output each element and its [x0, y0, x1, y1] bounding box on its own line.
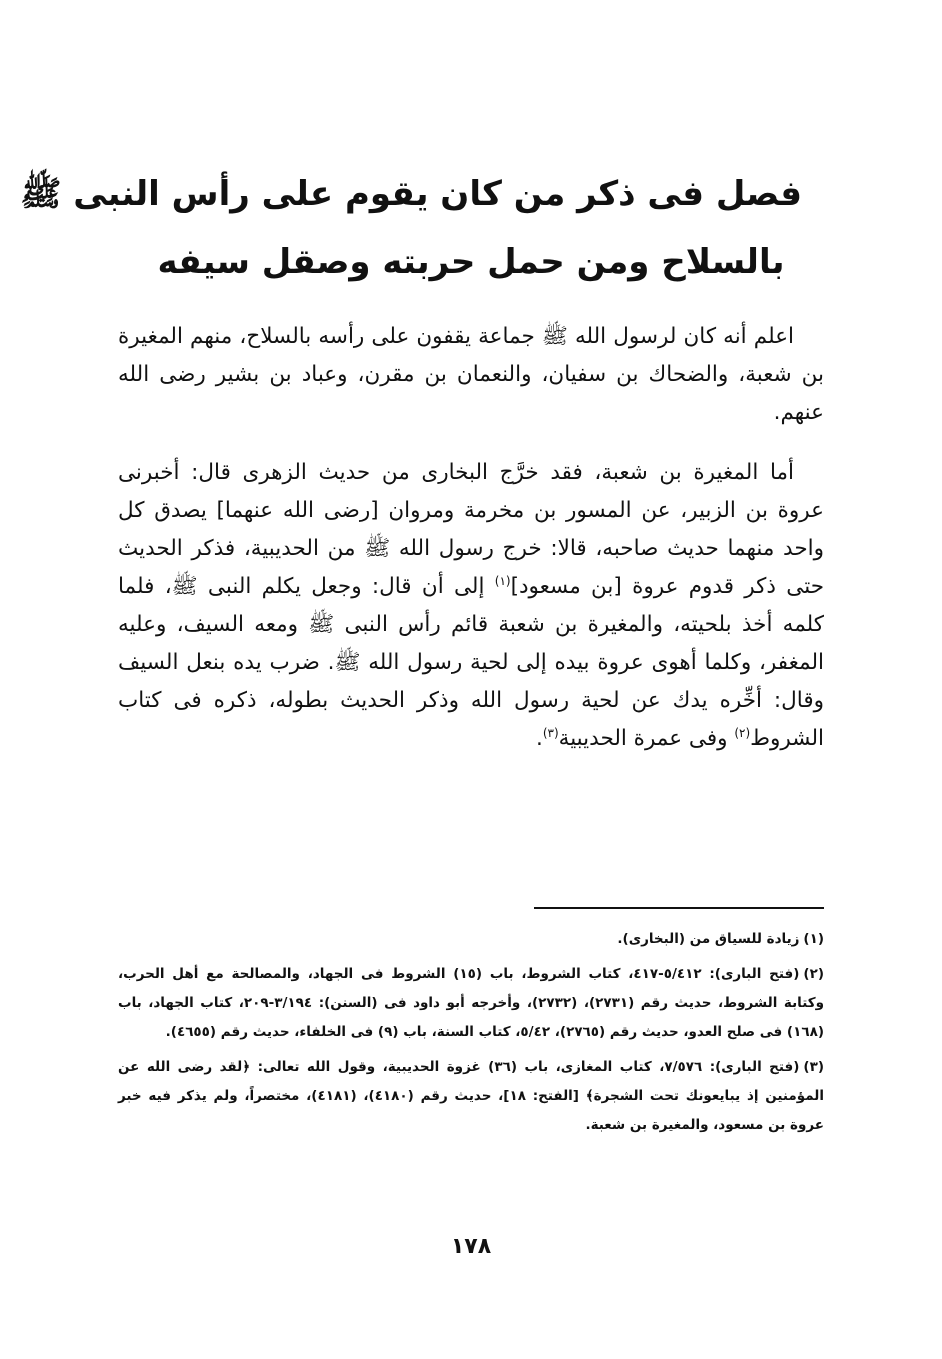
footnote-ref-2: (٢) [734, 726, 751, 740]
footnote-divider [534, 907, 824, 909]
footnote-ref-3: (٣) [542, 726, 559, 740]
footnote-1-text: زيادة للسياق من (البخارى). [617, 931, 800, 947]
paragraph-2-part-2: إلى أن قال: وجعل يكلم النبى ﷺ، فلما كلمه أخذ بلحيته، والمغيرة بن شعبة قائم رأس النبى ﷺ ومعه السيف، وعليه المغفر، وكلما أهوى عروة بيده إلى لحية رسول الله ﷺ. ضرب يده بنعل السيف وقال: أخِّره يدك عن لحية رسول الله وذكر الحديث بطوله، ذكره فى كتاب الشروط [118, 574, 824, 751]
paragraph-2-end: . [536, 726, 543, 751]
paragraph-2-part-3: وفى عمرة الحديبية [558, 726, 735, 751]
footnote-2-text: (فتح البارى): ٥/٤١٢-٤١٧، كتاب الشروط، باب (١٥) الشروط فى الجهاد، والمصالحة مع أهل الحرب، وكتابة الشروط، حديث رقم (٢٧٣١)، (٢٧٣٢)، وأخرجه أبو داود فى (السنن): ٣/١٩٤-٢٠٩، كتاب الجهاد، باب (١٦٨) فى صلح العدو، حديث رقم (٢٧٦٥)، ٥/٤٢، كتاب السنة، باب (٩) فى الخلفاء، حديث رقم (٤٦٥٥). [118, 966, 824, 1040]
footnote-2-number: (٢) [803, 966, 824, 982]
chapter-title-line-1: فصل فى ذكر من كان يقوم على رأس النبى ﷺ [20, 174, 802, 214]
footnote-3-text: (فتح البارى): ٧/٥٧٦، كتاب المغازى، باب (٣٦) غزوة الحديبية، وقول الله تعالى: ﴿لقد رضى الله عن المؤمنين إذ يبايعونك تحت الشجرة﴾ [الفتح: ١٨]، حديث رقم (٤١٨٠)، (٤١٨١)، مختصراً، ولم يذكر فيه خبر عروة بن مسعود، والمغيرة بن شعبة. [118, 1059, 824, 1133]
main-text [118, 318, 824, 758]
paragraph-1: اعلم أنه كان لرسول الله ﷺ جماعة يقفون على رأسه بالسلاح، منهم المغيرة بن شعبة، والضحاك بن سفيان، والنعمان بن مقرن، وعباد بن بشير رضى الله عنهم. [118, 324, 824, 425]
footnotes [118, 925, 824, 1146]
footnote-3-number: (٣) [803, 1059, 824, 1075]
footnote-ref-1: (١) [494, 574, 511, 588]
chapter-title-line-2: بالسلاح ومن حمل حربته وصقل سيفه [157, 242, 785, 282]
footnote-3 [118, 1053, 824, 1140]
paragraph-2 [118, 454, 824, 758]
footnote-1 [118, 925, 824, 954]
paragraph-2-part-1: أما المغيرة بن شعبة، فقد خرَّج البخارى من حديث الزهرى قال: أخبرنى عروة بن الزبير، عن المسور بن مخرمة ومروان [رضى الله عنهما] يصدق كل واحد منهما حديث صاحبه، قالا: خرج رسول الله ﷺ من الحديبية، فذكر الحديث حتى ذكر قدوم عروة [بن مسعود] [118, 460, 824, 599]
chapter-title [20, 160, 802, 296]
footnote-2 [118, 960, 824, 1047]
footnote-1-number: (١) [803, 931, 824, 947]
page-number: ١٧٨ [450, 1234, 492, 1259]
